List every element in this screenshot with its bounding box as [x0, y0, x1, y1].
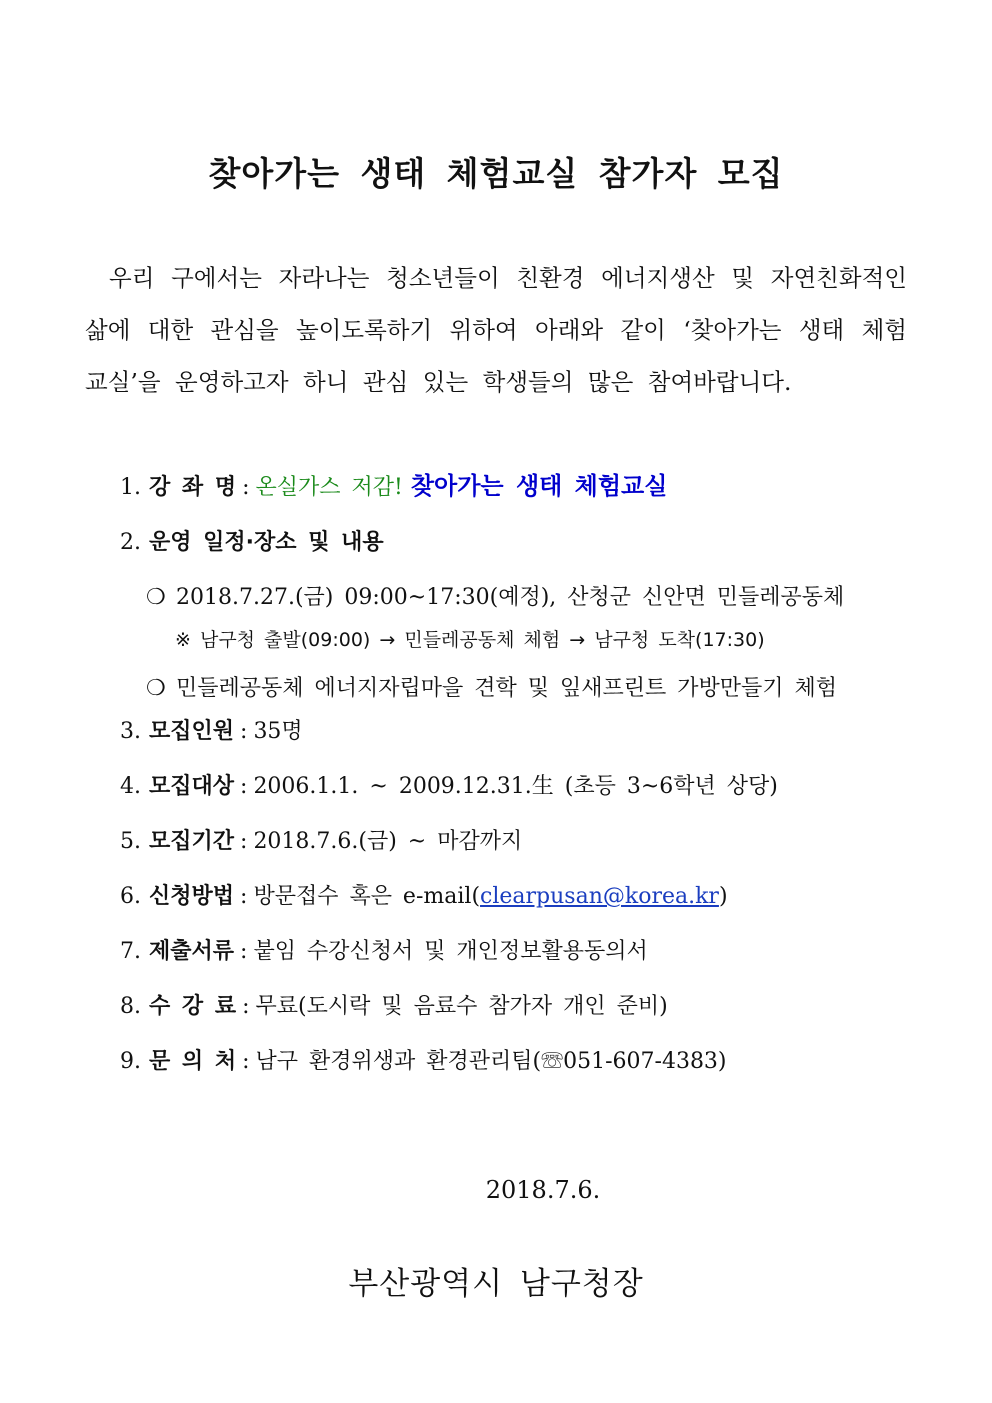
item-value: 붙임 수강신청서 및 개인정보활용동의서: [253, 939, 648, 964]
item-number: 7.: [120, 939, 141, 964]
item-label: 수 강 료: [149, 994, 237, 1019]
bullet-circle-icon: ❍: [146, 676, 166, 701]
item-label: 운영 일정·장소 및 내용: [149, 530, 384, 555]
item-number: 5.: [120, 829, 141, 854]
item-contact: [120, 1044, 727, 1075]
item-separator: :: [242, 475, 250, 500]
item-separator: :: [240, 719, 248, 744]
item-number: 8.: [120, 994, 141, 1019]
item-value-program: 찾아가는 생태 체험교실: [410, 472, 668, 500]
intro-line: 교실’을 운영하고자 하니 관심 있는 학생들의 많은 참여바랍니다.: [85, 368, 792, 396]
item-separator: :: [242, 994, 250, 1019]
item-label: 문 의 처: [149, 1049, 237, 1074]
item-separator: :: [240, 939, 248, 964]
item-number: 4.: [120, 774, 141, 799]
item-label: 신청방법: [149, 884, 235, 909]
issuer-signature: 부산광역시 남구청장: [348, 1266, 644, 1302]
item-separator: :: [240, 884, 248, 909]
intro-paragraph: [85, 252, 907, 408]
item-value: 2006.1.1. ~ 2009.12.31.生 (초등 3~6학년 상당): [253, 774, 778, 799]
item-number: 1.: [120, 475, 141, 500]
item-value-suffix: ): [718, 884, 728, 909]
schedule-activity: [146, 671, 837, 702]
item-recruit-count: [120, 714, 303, 745]
bullet-circle-icon: ❍: [146, 585, 166, 610]
item-value: 방문접수 혹은 e-mail(: [253, 884, 481, 909]
item-value: 무료(도시락 및 음료수 참가자 개인 준비): [255, 994, 668, 1019]
item-separator: :: [240, 829, 248, 854]
issue-date: 2018.7.6.: [485, 1176, 601, 1204]
item-number: 2.: [120, 530, 141, 555]
item-number: 6.: [120, 884, 141, 909]
item-documents: [120, 934, 648, 965]
item-fee: [120, 989, 668, 1020]
item-label: 모집기간: [149, 829, 235, 854]
item-number: 3.: [120, 719, 141, 744]
item-recruit-target: [120, 769, 778, 800]
item-course-name: [120, 466, 667, 501]
item-label: 제출서류: [149, 939, 235, 964]
schedule-activity-text: 민들레공동체 에너지자립마을 견학 및 잎새프린트 가방만들기 체험: [176, 676, 838, 701]
item-recruit-period: [120, 824, 522, 855]
item-value: 남구 환경위생과 환경관리팀(☏051-607-4383): [255, 1049, 727, 1074]
intro-line: 삶에 대한 관심을 높이도록하기 위하여 아래와 같이 ‘찾아가는 생태 체험: [85, 316, 907, 344]
item-apply-method: [120, 879, 728, 910]
schedule-detail: [146, 580, 844, 611]
item-label: 모집인원: [149, 719, 235, 744]
item-value-highlight: 온실가스 저감!: [255, 475, 403, 500]
item-separator: :: [240, 774, 248, 799]
schedule-detail-text: 2018.7.27.(금) 09:00~17:30(예정), 산청군 신안면 민들레공동체: [176, 585, 845, 610]
item-label: 강 좌 명: [149, 475, 237, 500]
item-value: 35명: [253, 719, 303, 744]
item-separator: :: [242, 1049, 250, 1074]
item-value: 2018.7.6.(금) ~ 마감까지: [253, 829, 523, 854]
intro-line: 우리 구에서는 자라나는 청소년들이 친환경 에너지생산 및 자연친화적인: [109, 264, 907, 292]
item-label: 모집대상: [149, 774, 235, 799]
email-link[interactable]: clearpusan@korea.kr: [480, 884, 719, 909]
item-number: 9.: [120, 1049, 141, 1074]
schedule-route-note: ※ 남구청 출발(09:00) → 민들레공동체 체험 → 남구청 도착(17:30): [175, 629, 765, 651]
item-schedule: [120, 525, 384, 556]
page-title: 찾아가는 생태 체험교실 참가자 모집: [208, 154, 784, 193]
